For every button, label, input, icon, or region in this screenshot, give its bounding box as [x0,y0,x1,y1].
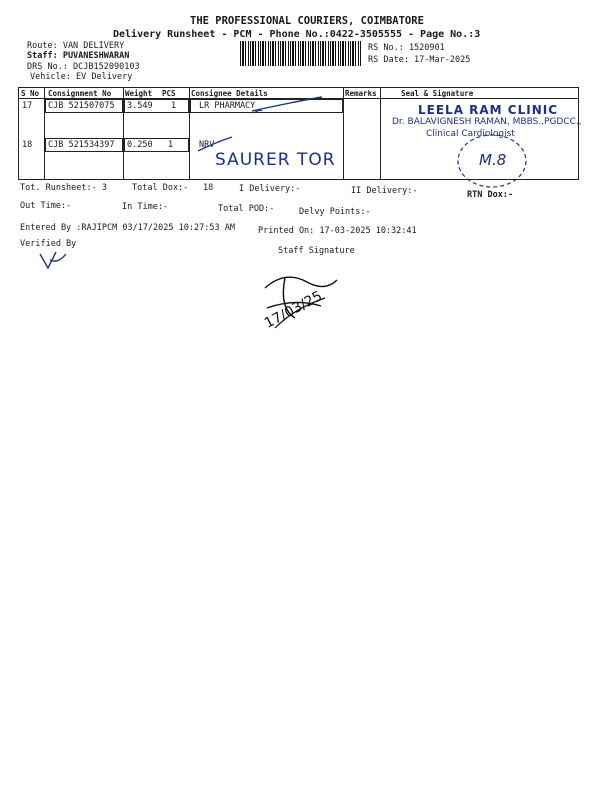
entered-by: Entered By :RAJIPCM 03/17/2025 10:27:53 AM [20,223,235,233]
company-title: THE PROFESSIONAL COURIERS, COIMBATORE [190,15,424,27]
ii-delivery: II Delivery:- [351,186,418,196]
out-time: Out Time:- [20,201,72,211]
row-18-pcs: 1 [168,140,174,150]
staff-signature-label: Staff Signature [278,246,355,256]
verified-by: Verified By [20,239,77,249]
row-18-consignee: NRV [199,140,215,150]
header-weight: Weight [125,89,153,98]
total-dox-label: Total Dox:- [132,183,189,193]
row-18-weight: 0.250 [127,140,153,150]
row-18-sno: 18 [22,140,33,150]
row-18-signature-stroke [196,135,236,155]
header-remarks: Remarks [345,89,377,98]
barcode [240,41,361,66]
rs-no-label: RS No.: 1520901 [368,43,445,53]
verified-signature [36,248,76,274]
header-pcs: PCS [162,89,176,98]
header-sno: S No [21,89,40,98]
stamp-initials: M.8 [479,151,507,169]
drs-label: DRS No.: DCJB152090103 [27,62,140,72]
total-dox-value: 18 [203,183,214,193]
i-delivery: I Delivery:- [239,184,301,194]
vehicle-label: Vehicle: EV Delivery [30,72,133,82]
stamp-clinic-name: LEELA RAM CLINIC [418,103,559,117]
delvy-points: Delvy Points:- [299,207,371,217]
runsheet-subtitle: Delivery Runsheet - PCM - Phone No.:0422-3505555 - Page No.:3 [113,29,481,40]
row-17-signature-stroke [250,95,325,117]
row-17-pcs: 1 [171,101,177,111]
staff-label: Staff: PUVANESHWARAN [27,51,130,61]
row-18-consignment: CJB 521534397 [48,140,115,150]
row-17-weight: 3.549 [127,101,153,111]
header-consignee: Consignee Details [191,89,268,98]
route-label: Route: VAN DELIVERY [27,41,125,51]
row-17-consignee: LR PHARMACY [199,101,256,111]
total-pod: Total POD:- [218,204,275,214]
in-time: In Time:- [122,202,169,212]
printed-on: Printed On: 17-03-2025 10:32:41 [258,226,417,236]
header-seal: Seal & Signature [401,89,474,98]
tot-runsheet: Tot. Runsheet:- 3 [20,183,107,193]
staff-signature-date: 17/03/25 [261,288,325,332]
rtn-dox: RTN Dox:- [467,190,514,200]
row-18-handwritten-name: SAURER TOR [215,150,336,170]
row-17-consignment: CJB 521507075 [48,101,115,111]
header-consignment: Consignment No [48,89,112,98]
row-17-sno: 17 [22,101,33,111]
stamp-doctor-name: Dr. BALAVIGNESH RAMAN, MBBS.,PGDCC., [392,117,582,127]
stamp-line-2: Clinical Cardiologist [426,129,515,139]
rs-date-label: RS Date: 17-Mar-2025 [368,55,471,65]
